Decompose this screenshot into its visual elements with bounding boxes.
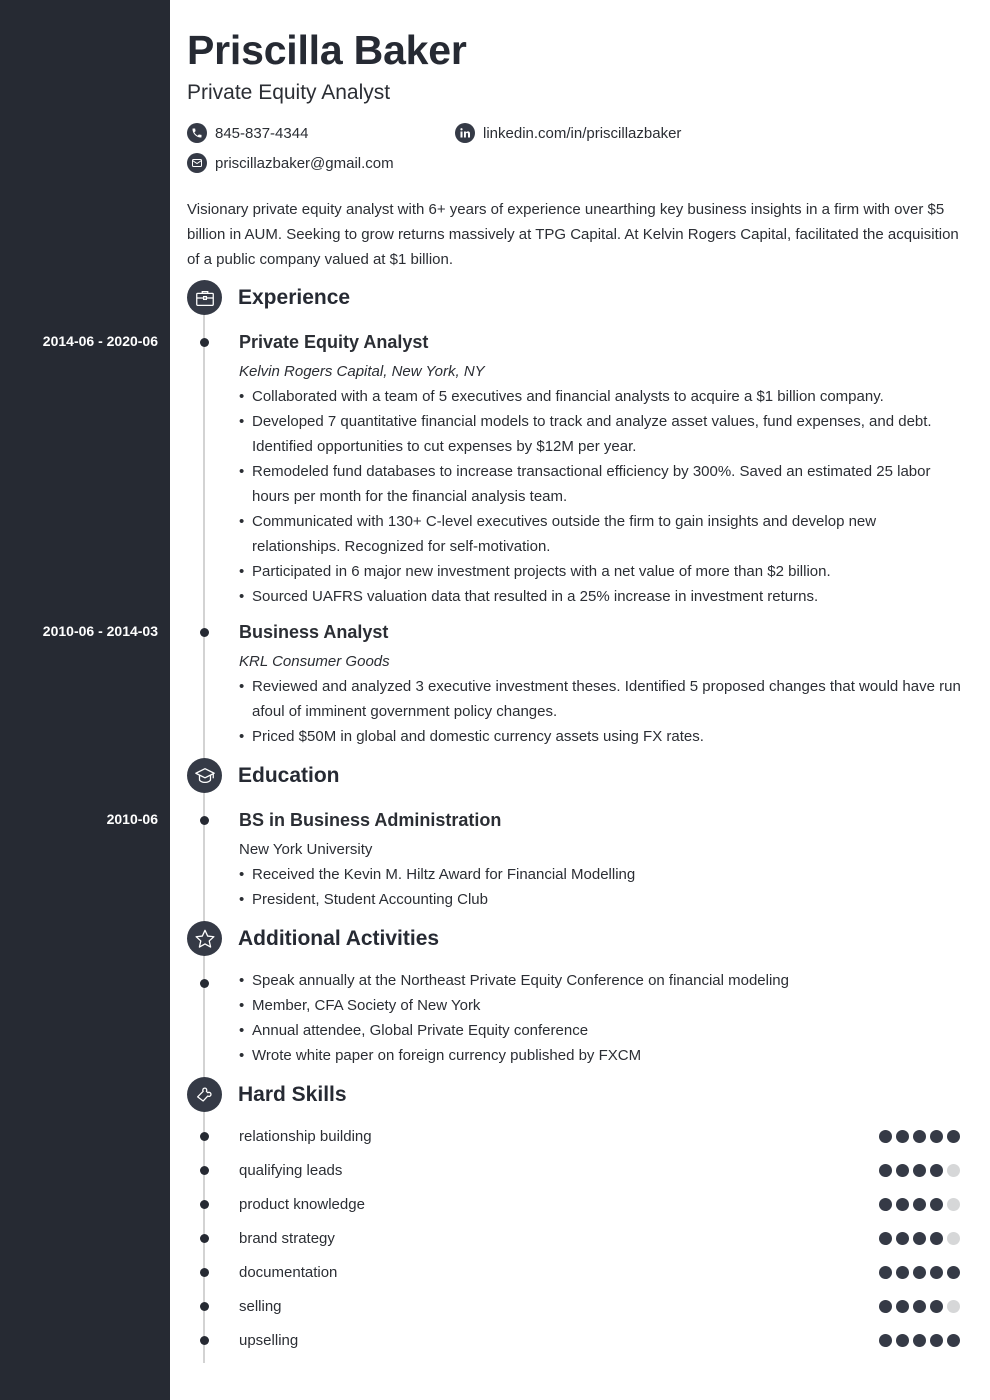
- list-item: • Received the Kevin M. Hiltz Award for Financial Modelling: [239, 862, 967, 887]
- skill-name: selling: [239, 1298, 282, 1315]
- rating-dot-filled: [896, 1232, 909, 1245]
- activities-bullets: [239, 968, 967, 1068]
- skill-name: upselling: [239, 1332, 299, 1349]
- list-item: • Reviewed and analyzed 3 executive investment theses. Identified 5 proposed changes that would have run afoul of imminent government policy changes.: [239, 674, 967, 724]
- rating-dot-filled: [930, 1130, 943, 1143]
- job-title: Private Equity Analyst: [239, 332, 429, 352]
- rating-dot-filled: [930, 1232, 943, 1245]
- rating-dot-filled: [913, 1164, 926, 1177]
- skill-rating: [879, 1266, 960, 1279]
- skill-rating: [879, 1334, 960, 1347]
- puzzle-icon: [187, 1077, 222, 1112]
- skill-name: qualifying leads: [239, 1162, 343, 1179]
- skill-rating: [879, 1232, 960, 1245]
- rating-dot-filled: [896, 1334, 909, 1347]
- list-item: • Member, CFA Society of New York: [239, 993, 967, 1018]
- rating-dot-filled: [879, 1164, 892, 1177]
- timeline-dot: [200, 979, 209, 988]
- skill-rating: [879, 1300, 960, 1313]
- job-title: Business Analyst: [239, 622, 389, 642]
- rating-dot-filled: [879, 1232, 892, 1245]
- contact-linkedin[interactable]: [455, 123, 681, 143]
- rating-dot-filled: [947, 1266, 960, 1279]
- contact-email[interactable]: [187, 153, 394, 173]
- list-item: • Collaborated with a team of 5 executives and financial analysts to acquire a $1 billion company.: [239, 384, 967, 409]
- timeline-dot: [200, 1200, 209, 1209]
- list-item: • Sourced UAFRS valuation data that resulted in a 25% increase in investment returns.: [239, 584, 967, 609]
- job-bullets: [239, 674, 967, 749]
- briefcase-icon: [187, 280, 222, 315]
- skill-rating: [879, 1164, 960, 1177]
- timeline-dot: [200, 1302, 209, 1311]
- rating-dot-filled: [879, 1300, 892, 1313]
- linkedin-value[interactable]: linkedin.com/in/priscillazbaker: [483, 124, 682, 142]
- rating-dot-filled: [913, 1300, 926, 1313]
- timeline-dot: [200, 1132, 209, 1141]
- rating-dot-filled: [879, 1130, 892, 1143]
- list-item: • Priced $50M in global and domestic currency assets using FX rates.: [239, 724, 967, 749]
- graduation-cap-icon: [187, 758, 222, 793]
- job-dates: 2014-06 - 2020-06: [42, 333, 158, 349]
- timeline-dot: [200, 1336, 209, 1345]
- list-item: • Participated in 6 major new investment projects with a net value of more than $2 billion.: [239, 559, 967, 584]
- section-title-activities: Additional Activities: [238, 927, 440, 950]
- section-title-education: Education: [238, 764, 340, 787]
- list-item: • Remodeled fund databases to increase transactional efficiency by 300%. Saved an estimated 25 labor hours per month for the financial analysis team.: [239, 459, 967, 509]
- skill-rating: [879, 1130, 960, 1143]
- timeline-dot: [200, 1234, 209, 1243]
- rating-dot-filled: [913, 1130, 926, 1143]
- rating-dot-filled: [930, 1334, 943, 1347]
- job-dates: 2010-06 - 2014-03: [42, 623, 158, 639]
- job-company: KRL Consumer Goods: [239, 653, 390, 670]
- education-bullets: [239, 862, 967, 912]
- email-icon: [187, 153, 207, 173]
- timeline-dot: [200, 628, 209, 637]
- section-title-experience: Experience: [238, 286, 351, 309]
- timeline-dot: [200, 816, 209, 825]
- rating-dot-empty: [947, 1300, 960, 1313]
- skill-name: brand strategy: [239, 1230, 335, 1247]
- list-item: • Speak annually at the Northeast Private Equity Conference on financial modeling: [239, 968, 967, 993]
- rating-dot-filled: [913, 1334, 926, 1347]
- rating-dot-filled: [896, 1300, 909, 1313]
- job-company: Kelvin Rogers Capital, New York, NY: [239, 363, 485, 380]
- rating-dot-filled: [930, 1266, 943, 1279]
- rating-dot-filled: [947, 1334, 960, 1347]
- list-item: • Wrote white paper on foreign currency published by FXCM: [239, 1043, 967, 1068]
- list-item: • Annual attendee, Global Private Equity conference: [239, 1018, 967, 1043]
- timeline-dot: [200, 1166, 209, 1175]
- rating-dot-filled: [896, 1130, 909, 1143]
- skill-name: product knowledge: [239, 1196, 365, 1213]
- section-title-skills: Hard Skills: [238, 1083, 347, 1106]
- list-item: • Communicated with 130+ C-level executives outside the firm to gain insights and develop new relationships. Recognized for self-motivation.: [239, 509, 967, 559]
- rating-dot-filled: [930, 1300, 943, 1313]
- summary: Visionary private equity analyst with 6+ years of experience unearthing key business insights in a firm with over $5 billion in AUM. Seeking to grow returns massively at TPG Capital. At Kelvin Rogers Capital, facilitated the acquisition of a public company valued at $1 billion.: [187, 201, 959, 268]
- candidate-title: Private Equity Analyst: [187, 81, 391, 104]
- rating-dot-filled: [896, 1164, 909, 1177]
- sidebar: [0, 0, 170, 1400]
- rating-dot-filled: [896, 1198, 909, 1211]
- rating-dot-filled: [913, 1198, 926, 1211]
- rating-dot-filled: [930, 1164, 943, 1177]
- rating-dot-empty: [947, 1198, 960, 1211]
- list-item: • Developed 7 quantitative financial models to track and analyze asset values, fund expenses, and debt. Identified opportunities to cut expenses by $12M per year.: [239, 409, 967, 459]
- phone-icon: [187, 123, 207, 143]
- rating-dot-filled: [913, 1232, 926, 1245]
- contact-phone: [187, 123, 308, 143]
- rating-dot-empty: [947, 1164, 960, 1177]
- rating-dot-filled: [913, 1266, 926, 1279]
- rating-dot-empty: [947, 1232, 960, 1245]
- school-name: New York University: [239, 841, 373, 858]
- education-date: 2010-06: [106, 811, 158, 827]
- timeline-dot: [200, 338, 209, 347]
- rating-dot-filled: [947, 1130, 960, 1143]
- job-bullets: [239, 384, 967, 609]
- candidate-name: Priscilla Baker: [187, 27, 467, 73]
- star-icon: [187, 921, 222, 956]
- rating-dot-filled: [879, 1334, 892, 1347]
- email-value[interactable]: priscillazbaker@gmail.com: [215, 154, 394, 172]
- skill-name: documentation: [239, 1264, 338, 1281]
- rating-dot-filled: [879, 1198, 892, 1211]
- linkedin-icon: [455, 123, 475, 143]
- skill-rating: [879, 1198, 960, 1211]
- rating-dot-filled: [896, 1266, 909, 1279]
- rating-dot-filled: [930, 1198, 943, 1211]
- skill-name: relationship building: [239, 1128, 372, 1145]
- timeline-dot: [200, 1268, 209, 1277]
- rating-dot-filled: [879, 1266, 892, 1279]
- phone-value: 845-837-4344: [215, 124, 309, 142]
- degree-title: BS in Business Administration: [239, 810, 502, 830]
- list-item: • President, Student Accounting Club: [239, 887, 967, 912]
